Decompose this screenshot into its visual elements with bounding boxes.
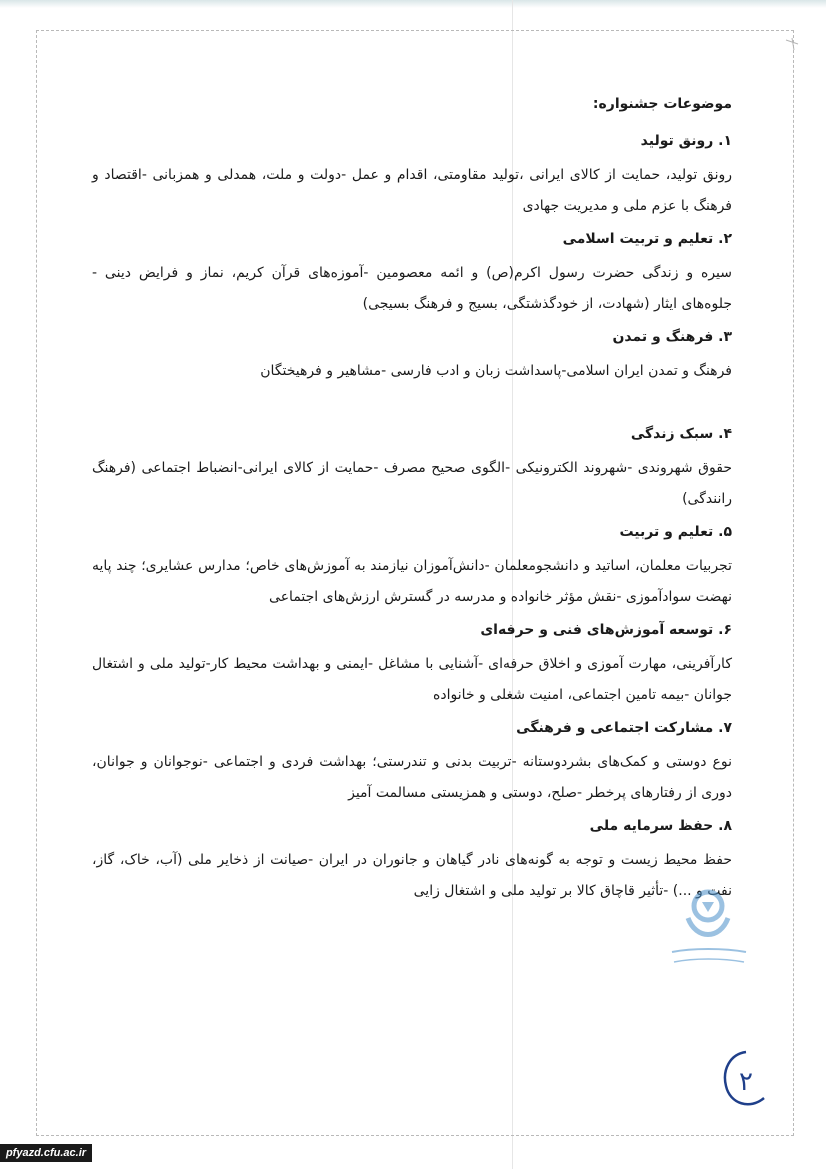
section-vocational-training (92, 619, 732, 711)
section-body: نوع دوستی و کمک‌های بشردوستانه -تربیت بدنی و تندرستی؛ بهداشت فردی و اجتماعی -نوجوانان و جوانان، دوری از رفتارهای پرخطر -صلح، دوستی و همزیستی مسالمت آمیز (92, 754, 732, 801)
section-national-capital (92, 815, 732, 907)
section-body: تجربیات معلمان، اساتید و دانشجومعلمان -دانش‌آموزان نیازمند به آموزش‌های خاص؛ مدارس عشایری؛ چند پایه نهضت سوادآموزی -نقش مؤثر خانواده و مدرسه در گسترش ارزش‌های اجتماعی (92, 558, 732, 605)
section-title: ۱. رونق تولید (640, 133, 732, 149)
page-number (716, 1046, 776, 1116)
section-education (92, 521, 732, 613)
source-watermark: pfyazd.cfu.ac.ir (0, 1144, 92, 1162)
section-body: کارآفرینی، مهارت آموزی و اخلاق حرفه‌ای -آشنایی با مشاغل -ایمنی و بهداشت محیط کار-تولید ملی و اشتغال جوانان -بیمه تامین اجتماعی، امنیت شغلی و خانواده (92, 656, 732, 703)
section-title: ۳. فرهنگ و تمدن (612, 329, 732, 345)
section-production-boom (92, 130, 732, 222)
section-body: سیره و زندگی حضرت رسول اکرم(ص) و ائمه معصومین -آموزه‌های قرآن کریم، نماز و فرایض دینی - جلوه‌های ایثار (شهادت، از خودگذشتگی، بسیج و فرهنگ بسیجی) (92, 265, 732, 312)
scan-top-edge (0, 0, 826, 8)
section-body: رونق تولید، حمایت از کالای ایرانی ،تولید مقاومتی، اقدام و عمل -دولت و ملت، همدلی و همزبانی -اقتصاد و فرهنگ با عزم ملی و مدیریت جهادی (92, 167, 732, 214)
section-body: حقوق شهروندی -شهروند الکترونیکی -الگوی صحیح مصرف -حمایت از کالای ایرانی-انضباط اجتماعی (فرهنگ رانندگی) (92, 460, 732, 507)
page-heading: موضوعات جشنواره: (592, 96, 732, 112)
university-seal-icon (666, 878, 750, 974)
section-lifestyle (92, 423, 732, 515)
svg-text:۲: ۲ (739, 1067, 753, 1097)
section-title: ۸. حفظ سرمایه ملی (589, 818, 732, 834)
section-social-participation (92, 717, 732, 809)
section-title: ۲. تعلیم و تربیت اسلامی (562, 231, 732, 247)
section-islamic-education (92, 228, 732, 320)
corner-mark-icon (782, 36, 802, 56)
section-title: ۷. مشارکت اجتماعی و فرهنگی (516, 720, 732, 736)
section-title: ۵. تعلیم و تربیت (619, 524, 732, 540)
document-body (92, 96, 732, 913)
section-body: فرهنگ و تمدن ایران اسلامی-پاسداشت زبان و ادب فارسی -مشاهیر و فرهیختگان (260, 363, 732, 379)
section-title: ۴. سبک زندگی (630, 426, 732, 442)
section-body: حفظ محیط زیست و توجه به گونه‌های نادر گیاهان و جانوران در ایران -صیانت از ذخایر ملی (آب، خاک، گاز، نفت و ...) -تأثیر قاچاق کالا بر تولید ملی و اشتغال زایی (92, 852, 732, 899)
section-title: ۶. توسعه آموزش‌های فنی و حرفه‌ای (480, 622, 732, 638)
section-culture-civilization (92, 326, 732, 387)
